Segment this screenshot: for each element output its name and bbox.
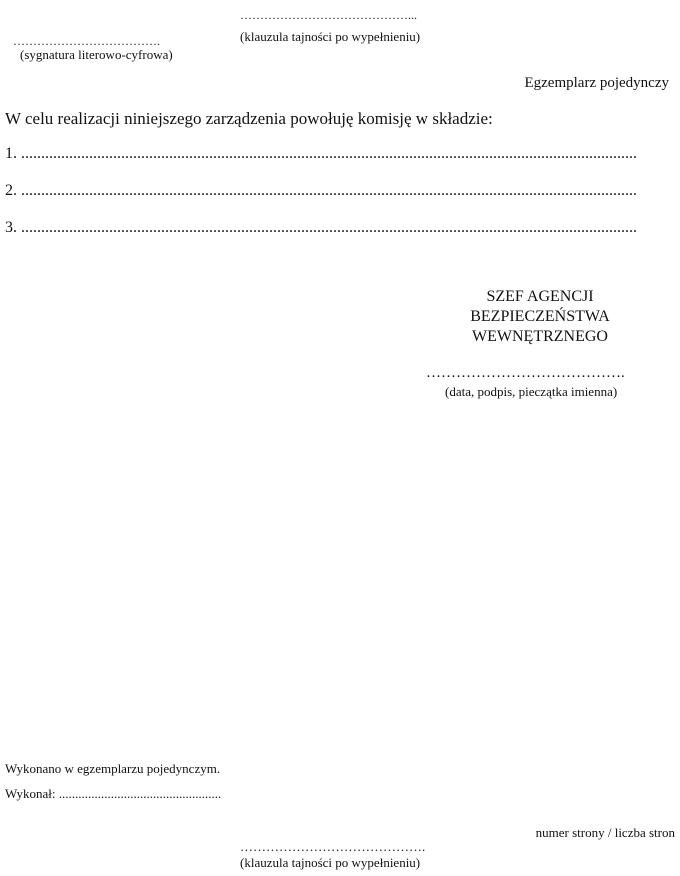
intro-text: W celu realizacji niniejszego zarządzenia powołuję komisję w składzie: xyxy=(5,109,493,128)
bottom-clause-label: (klauzula tajności po wypełnieniu) xyxy=(240,855,421,870)
bottom-clause-dots: ……………………………………. xyxy=(240,839,426,854)
chief-title xyxy=(430,287,650,347)
page-counter: numer strony / liczba stron xyxy=(535,825,675,840)
signature-label: (sygnatura literowo-cyfrowa) xyxy=(20,47,173,62)
copy-label: Egzemplarz pojedynczy xyxy=(524,75,669,91)
chief-title-line: WEWNĘTRZNEGO xyxy=(472,328,608,345)
signature-dots: ………………………………. xyxy=(13,34,160,48)
chief-signature-dots: …………………………………. xyxy=(426,365,625,381)
top-clause-label: (klauzula tajności po wypełnieniu) xyxy=(240,29,421,44)
member-line: 2. .......................................................................................................................................................... xyxy=(5,182,637,199)
chief-signature-label: (data, podpis, pieczątka imienna) xyxy=(445,384,618,399)
top-clause-dots: ……………………………………... xyxy=(240,8,417,22)
member-line: 3. .......................................................................................................................................................... xyxy=(5,219,637,236)
member-line: 1. .......................................................................................................................................................... xyxy=(5,145,637,162)
chief-title-line: BEZPIECZEŃSTWA xyxy=(470,308,610,325)
copies-note: Wykonano w egzemplarzu pojedynczym. xyxy=(5,761,221,776)
chief-title-line: SZEF AGENCJI xyxy=(486,288,594,305)
executed-by-line: Wykonał: .................................................. xyxy=(5,786,222,801)
